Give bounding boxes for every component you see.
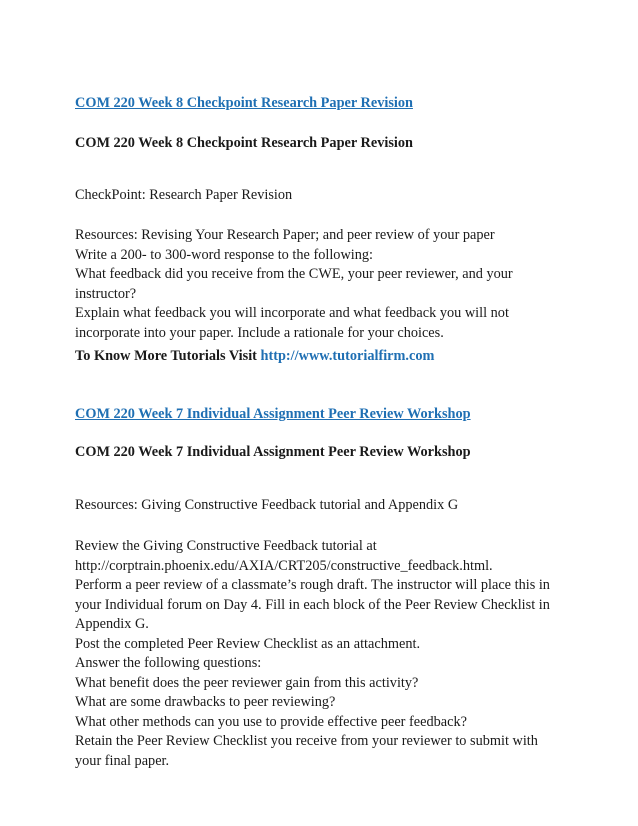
week8-subheading: CheckPoint: Research Paper Revision — [75, 187, 293, 203]
body-line: Write a 200- to 300-word response to the following: — [75, 246, 374, 263]
body-line: What feedback did you receive from the CWE, your peer reviewer, and your — [75, 266, 513, 282]
week8-heading: COM 220 Week 8 Checkpoint Research Paper Revision — [75, 135, 413, 151]
week7-body — [75, 537, 550, 771]
week8-title-link[interactable]: COM 220 Week 8 Checkpoint Research Paper Revision — [75, 95, 413, 111]
body-line: Post the completed Peer Review Checklist as an attachment. — [75, 635, 421, 652]
body-line: your final paper. — [75, 752, 170, 769]
promo-line — [75, 347, 434, 367]
promo-label: To Know More Tutorials Visit — [75, 348, 257, 364]
body-line: incorporate into your paper. Include a rationale for your choices. — [75, 324, 444, 341]
week7-resources: Resources: Giving Constructive Feedback tutorial and Appendix G — [75, 497, 459, 513]
body-line: http://corptrain.phoenix.edu/AXIA/CRT205/constructive_feedback.html. — [75, 557, 493, 574]
week8-body — [75, 226, 513, 343]
body-line: Perform a peer review of a classmate’s rough draft. The instructor will place this in — [75, 577, 550, 593]
body-line: What are some drawbacks to peer reviewing? — [75, 694, 336, 710]
promo-url-link[interactable]: http://www.tutorialfirm.com — [260, 348, 435, 364]
body-line: Explain what feedback you will incorporate and what feedback you will not — [75, 305, 509, 321]
body-line: Answer the following questions: — [75, 655, 262, 671]
body-line: Resources: Revising Your Research Paper; and peer review of your paper — [75, 227, 495, 243]
body-line: Retain the Peer Review Checklist you receive from your reviewer to submit with — [75, 733, 538, 749]
body-line: What other methods can you use to provide effective peer feedback? — [75, 713, 467, 730]
week7-title-link[interactable]: COM 220 Week 7 Individual Assignment Peer Review Workshop — [75, 406, 471, 422]
week7-heading: COM 220 Week 7 Individual Assignment Peer Review Workshop — [75, 444, 471, 460]
body-line: Appendix G. — [75, 616, 149, 632]
body-line: Review the Giving Constructive Feedback tutorial at — [75, 538, 377, 554]
body-line: What benefit does the peer reviewer gain from this activity? — [75, 674, 419, 691]
body-line: your Individual forum on Day 4. Fill in each block of the Peer Review Checklist in — [75, 596, 550, 613]
body-line: instructor? — [75, 285, 137, 302]
